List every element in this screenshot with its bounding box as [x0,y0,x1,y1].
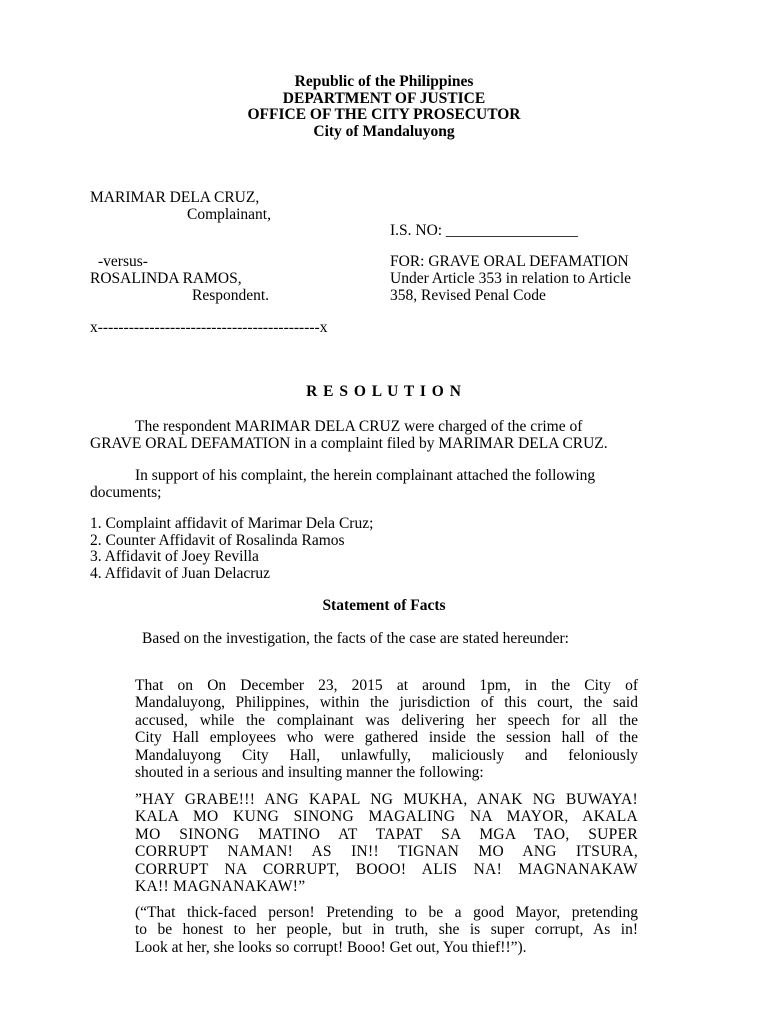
complainant-name: MARIMAR DELA CRUZ, [90,189,260,206]
document-item-4: 4. Affidavit of Juan Delacruz [90,565,271,582]
document-item-1: 1. Complaint affidavit of Marimar Dela Cruz; [90,515,374,532]
header-department: DEPARTMENT OF JUSTICE [282,90,486,107]
facts-paragraph [135,677,638,781]
intro-p1-line2: GRAVE ORAL DEFAMATION in a complaint filed by MARIMAR DELA CRUZ. [90,435,608,452]
quote-line: CORRUPT NA CORRUPT, BOOO! ALIS NA! MAGNANAKAW [135,860,638,878]
translation-line: to be honest to her people, but in truth, she is super corrupt, As in! [135,921,638,939]
intro-p2-line2: documents; [90,484,162,501]
is-number: I.S. NO: _________________ [390,222,578,239]
facts-line: City Hall employees who were gathered inside the session hall of the [135,729,638,747]
quote-line: KALA MO KUNG SINONG MAGALING NA MAYOR, AKALA [135,808,638,826]
translation-line: (“That thick-faced person! Pretending to be a good Mayor, pretending [135,904,638,921]
facts-line: shouted in a serious and insulting manner the following: [135,764,484,782]
quote-line: CORRUPT NAMAN! AS IN!! TIGNAN MO ANG ITSURA, [135,843,638,861]
charge-line-1: FOR: GRAVE ORAL DEFAMATION [390,253,629,270]
tagalog-quote [135,791,638,895]
facts-heading: Statement of Facts [322,597,446,614]
translation-line: Look at her, she looks so corrupt! Booo! Get out, You thief!!”). [135,938,527,956]
document-item-2: 2. Counter Affidavit of Rosalinda Ramos [90,532,345,549]
header-office: OFFICE OF THE CITY PROSECUTOR [247,106,521,123]
document-item-3: 3. Affidavit of Joey Revilla [90,548,259,565]
quote-line: ”HAY GRABE!!! ANG KAPAL NG MUKHA, ANAK NG BUWAYA! [135,791,638,808]
charge-line-3: 358, Revised Penal Code [390,287,546,304]
translation-quote [135,904,638,956]
facts-line: That on On December 23, 2015 at around 1pm, in the City of [135,677,638,694]
respondent-role: Respondent. [192,287,270,304]
intro-p2-line1: In support of his complaint, the herein complainant attached the following [135,467,596,484]
header-city: City of Mandaluyong [313,123,455,140]
charge-line-2: Under Article 353 in relation to Article [390,270,632,287]
facts-line: accused, while the complainant was delivering her speech for all the [135,711,638,729]
header-republic: Republic of the Philippines [294,73,474,90]
facts-line: Mandaluyong, Philippines, within the jurisdiction of this court, the said [135,694,638,712]
quote-line: MO SINONG MATINO AT TAPAT SA MGA TAO, SUPER [135,825,638,843]
resolution-title: R E S O L U T I O N [306,383,462,400]
respondent-name: ROSALINDA RAMOS, [90,270,242,287]
facts-line: Mandaluyong City Hall, unlawfully, maliciously and feloniously [135,746,638,764]
caption-separator: x-------------------------------------------x [90,319,328,336]
complainant-role: Complainant, [187,206,271,223]
quote-line: KA!! MAGNANAKAW!” [135,878,306,896]
facts-intro: Based on the investigation, the facts of the case are stated hereunder: [142,630,569,647]
intro-p1-line1: The respondent MARIMAR DELA CRUZ were charged of the crime of [135,418,583,435]
versus-label: -versus- [98,253,148,270]
